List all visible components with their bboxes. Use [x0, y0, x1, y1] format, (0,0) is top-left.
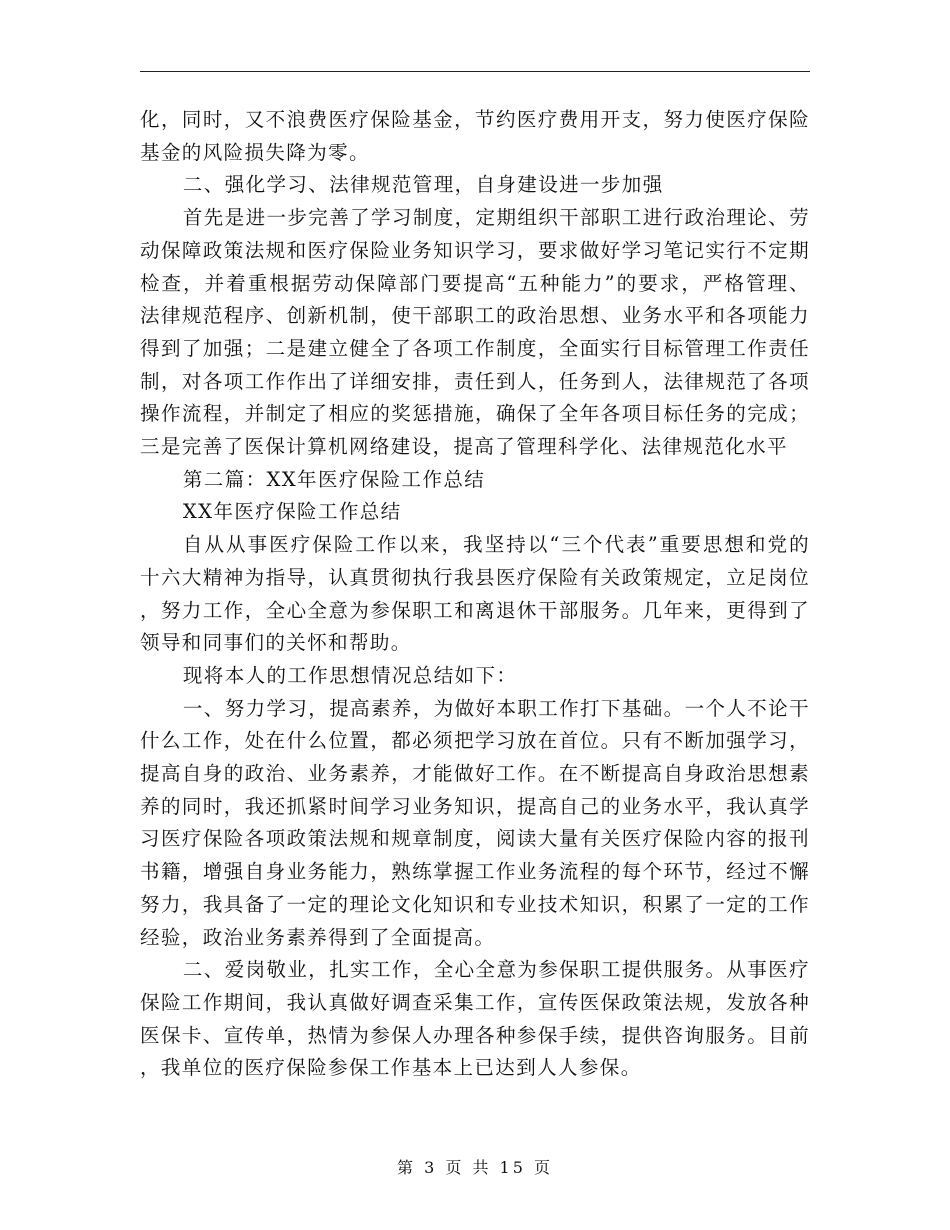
chapter-heading: 第二篇：XX年医疗保险工作总结 — [182, 467, 486, 491]
paragraph-dedication: 二、爱岗敬业，扎实工作，全心全意为参保职工提供服务。从事医疗保险工作期间，我认真做好调查采集工作，宣传医保政策法规，发放各种医保卡、宣传单，热情为参保人办理各种参保手续，提供咨询服务。目前，我单位的医疗保险参保工作基本上已达到人人参保。 — [140, 958, 810, 1080]
document-body — [140, 104, 810, 1085]
chapter-title: XX年医疗保险工作总结 — [182, 500, 402, 524]
paragraph-introduction: 自从从事医疗保险工作以来，我坚持以“三个代表”重要思想和党的十六大精神为指导，认真贯彻执行我县医疗保险有关政策规定，立足岗位，努力工作，全心全意为参保职工和离退休干部服务。几年来，更得到了领导和同事们的关怀和帮助。 — [140, 533, 810, 655]
header-divider — [140, 71, 810, 72]
paragraph-study-hard: 一、努力学习，提高素养，为做好本职工作打下基础。一个人不论干什么工作，处在什么位置，都必须把学习放在首位。只有不断加强学习，提高自身的政治、业务素养，才能做好工作。在不断提高自身政治思想素养的同时，我还抓紧时间学习业务知识，提高自己的业务水平，我认真学习医疗保险各项政策法规和规章制度，阅读大量有关医疗保险内容的报刊书籍，增强自身业务能力，熟练掌握工作业务流程的每个环节，经过不懈努力，我具备了一定的理论文化知识和专业技术知识，积累了一定的工作经验，政治业务素养得到了全面提高。 — [140, 696, 810, 949]
paragraph-fund-risk: 化，同时，又不浪费医疗保险基金，节约医疗费用开支，努力使医疗保险基金的风险损失降为零。 — [140, 108, 810, 164]
section-heading-study-management: 二、强化学习、法律规范管理，自身建设进一步加强 — [182, 173, 664, 197]
paragraph-study-system: 首先是进一步完善了学习制度，定期组织干部职工进行政治理论、劳动保障政策法规和医疗保险业务知识学习，要求做好学习笔记实行不定期检查，并着重根据劳动保障部门要提高“五种能力”的要求，严格管理、法律规范程序、创新机制，使干部职工的政治思想、业务水平和各项能力得到了加强；二是建立健全了各项工作制度，全面实行目标管理工作责任制，对各项工作作出了详细安排，责任到人，任务到人，法律规范了各项操作流程，并制定了相应的奖惩措施，确保了全年各项目标任务的完成；三是完善了医保计算机网络建设，提高了管理科学化、法律规范化水平 — [140, 206, 810, 459]
paragraph-summary-lead: 现将本人的工作思想情况总结如下： — [182, 663, 518, 687]
page-number-footer: 第 3 页 共 15 页 — [397, 1158, 553, 1177]
